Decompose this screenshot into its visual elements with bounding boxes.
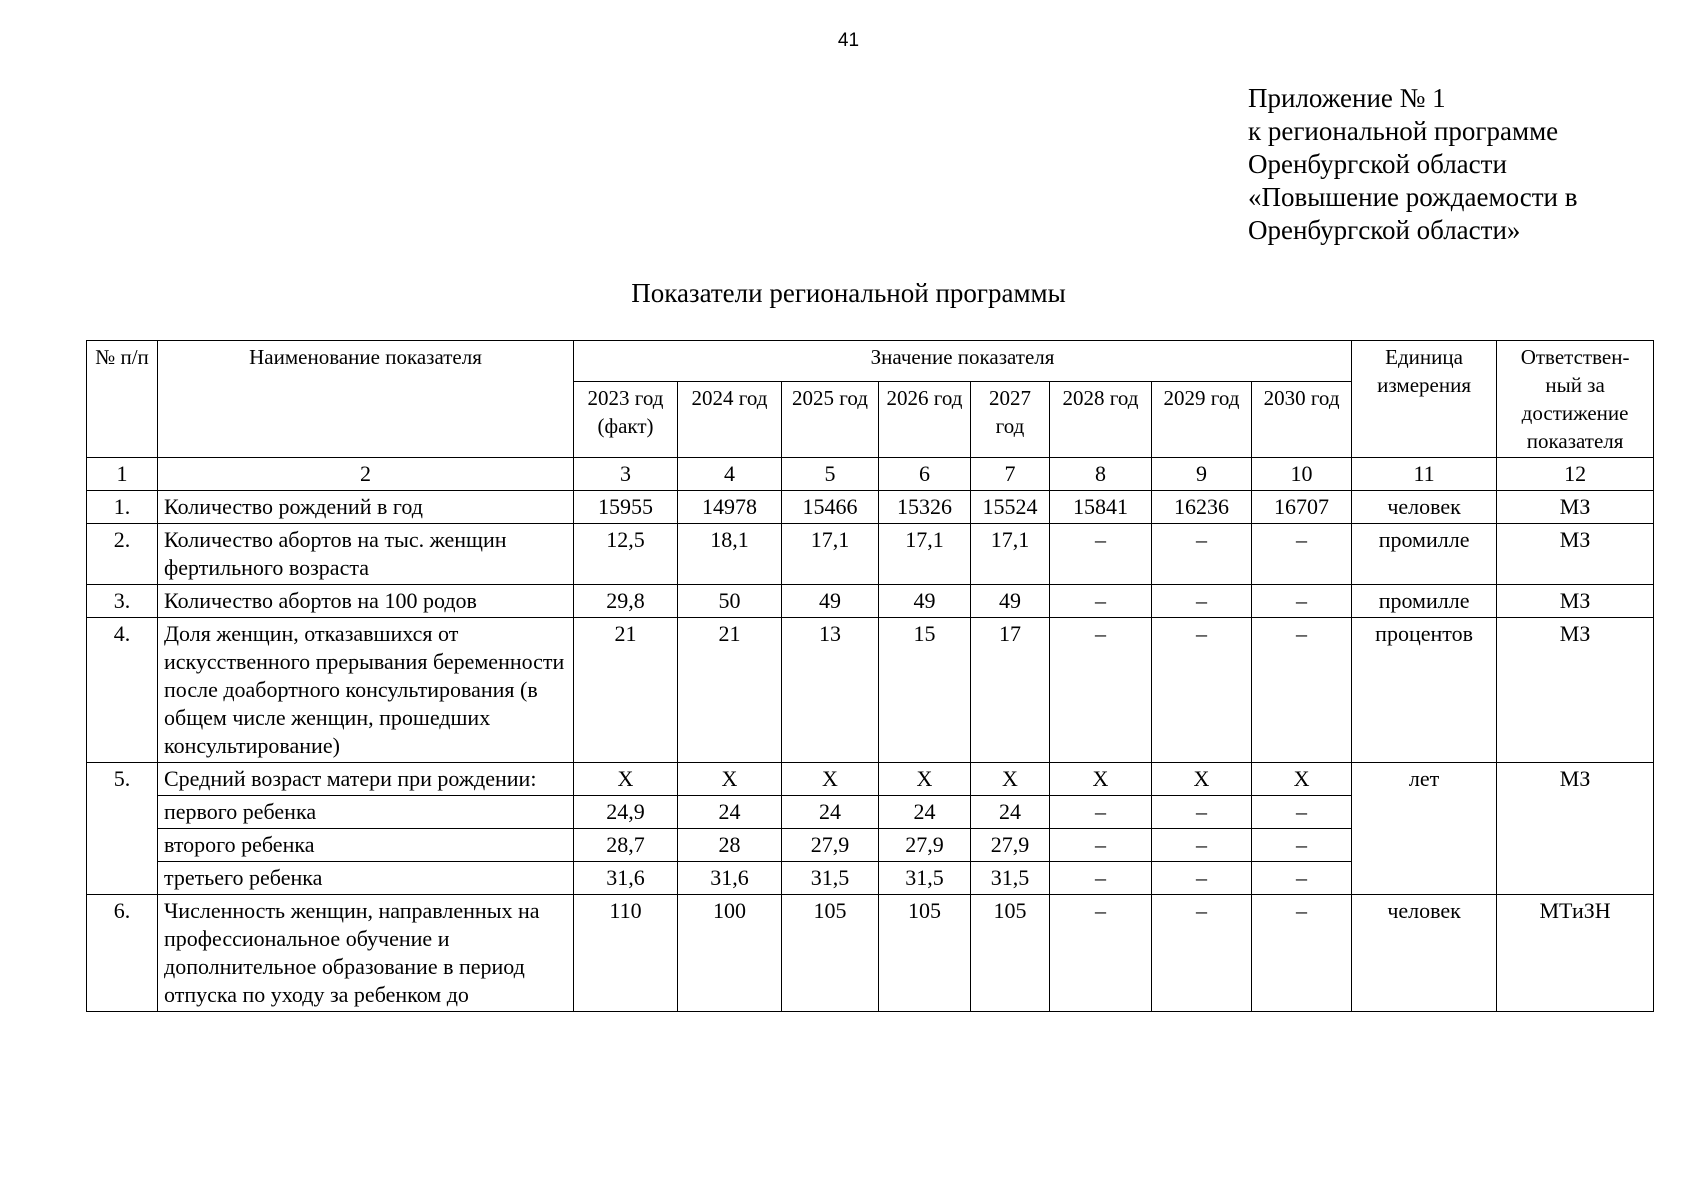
subindicator-name: первого ребенка bbox=[158, 796, 574, 829]
header-value-group: Значение показателя bbox=[574, 341, 1352, 382]
column-number: 11 bbox=[1352, 458, 1497, 491]
indicator-value: 24,9 bbox=[574, 796, 678, 829]
indicator-value: – bbox=[1252, 895, 1352, 1012]
indicator-value: 21 bbox=[678, 618, 782, 763]
table-row bbox=[87, 524, 1654, 585]
indicator-value: X bbox=[1152, 763, 1252, 796]
indicator-value: 24 bbox=[782, 796, 879, 829]
row-number: 3. bbox=[87, 585, 158, 618]
document-title: Показатели региональной программы bbox=[631, 278, 1066, 308]
indicator-value: 28 bbox=[678, 829, 782, 862]
indicator-name: Количество абортов на тыс. женщин фертильного возраста bbox=[158, 524, 574, 585]
indicator-value: – bbox=[1252, 618, 1352, 763]
annex-line: Оренбургской области bbox=[1248, 149, 1507, 179]
column-number: 12 bbox=[1497, 458, 1654, 491]
indicator-value: 17 bbox=[971, 618, 1050, 763]
indicators-table bbox=[86, 340, 1654, 1012]
indicator-value: 31,6 bbox=[574, 862, 678, 895]
indicator-value: 21 bbox=[574, 618, 678, 763]
indicator-value: 13 bbox=[782, 618, 879, 763]
column-number: 6 bbox=[879, 458, 971, 491]
unit-cell: промилле bbox=[1352, 585, 1497, 618]
indicator-value: 28,7 bbox=[574, 829, 678, 862]
unit-cell: промилле bbox=[1352, 524, 1497, 585]
column-number: 9 bbox=[1152, 458, 1252, 491]
indicator-value: 24 bbox=[879, 796, 971, 829]
subindicator-name: третьего ребенка bbox=[158, 862, 574, 895]
indicator-value: 31,5 bbox=[879, 862, 971, 895]
unit-cell: человек bbox=[1352, 491, 1497, 524]
indicator-value: X bbox=[782, 763, 879, 796]
indicator-value: 105 bbox=[782, 895, 879, 1012]
indicator-value: 50 bbox=[678, 585, 782, 618]
indicator-value: – bbox=[1252, 585, 1352, 618]
table-row bbox=[87, 895, 1654, 1012]
indicator-name: Средний возраст матери при рождении: bbox=[158, 763, 574, 796]
unit-cell: процентов bbox=[1352, 618, 1497, 763]
header-year: 2030 год bbox=[1252, 382, 1352, 458]
indicator-value: 15326 bbox=[879, 491, 971, 524]
table-row bbox=[87, 618, 1654, 763]
indicator-value: – bbox=[1252, 862, 1352, 895]
annex-line: Оренбургской области» bbox=[1248, 215, 1521, 245]
indicator-value: 49 bbox=[782, 585, 879, 618]
indicator-value: 15524 bbox=[971, 491, 1050, 524]
indicator-value: 29,8 bbox=[574, 585, 678, 618]
indicator-value: 12,5 bbox=[574, 524, 678, 585]
column-number: 1 bbox=[87, 458, 158, 491]
indicator-value: X bbox=[1050, 763, 1152, 796]
indicator-value: 31,6 bbox=[678, 862, 782, 895]
indicator-value: X bbox=[574, 763, 678, 796]
table-row bbox=[87, 763, 1654, 796]
header-name: Наименование показателя bbox=[158, 341, 574, 458]
header-unit: Единица измерения bbox=[1352, 341, 1497, 458]
indicator-value: 24 bbox=[971, 796, 1050, 829]
indicator-value: 17,1 bbox=[879, 524, 971, 585]
header-row bbox=[87, 341, 1654, 382]
indicator-value: 16236 bbox=[1152, 491, 1252, 524]
header-year: 2023 год (факт) bbox=[574, 382, 678, 458]
column-number: 3 bbox=[574, 458, 678, 491]
indicator-value: 14978 bbox=[678, 491, 782, 524]
indicator-value: – bbox=[1050, 862, 1152, 895]
responsible-cell: МЗ bbox=[1497, 491, 1654, 524]
row-number: 2. bbox=[87, 524, 158, 585]
indicator-value: – bbox=[1152, 618, 1252, 763]
annex-line: «Повышение рождаемости в bbox=[1248, 182, 1578, 212]
header-responsible: Ответствен-ный за достижение показателя bbox=[1497, 341, 1654, 458]
responsible-cell: МТиЗН bbox=[1497, 895, 1654, 1012]
indicator-value: – bbox=[1152, 796, 1252, 829]
header-year: 2028 год bbox=[1050, 382, 1152, 458]
indicator-value: – bbox=[1252, 829, 1352, 862]
indicator-value: X bbox=[879, 763, 971, 796]
header-year: 2025 год bbox=[782, 382, 879, 458]
indicator-value: 49 bbox=[879, 585, 971, 618]
indicator-value: – bbox=[1050, 796, 1152, 829]
indicator-value: X bbox=[971, 763, 1050, 796]
indicator-value: – bbox=[1050, 895, 1152, 1012]
indicator-name: Количество рождений в год bbox=[158, 491, 574, 524]
indicator-value: 15466 bbox=[782, 491, 879, 524]
indicator-value: – bbox=[1152, 585, 1252, 618]
header-year: 2027 год bbox=[971, 382, 1050, 458]
column-number: 2 bbox=[158, 458, 574, 491]
responsible-cell: МЗ bbox=[1497, 618, 1654, 763]
column-number: 10 bbox=[1252, 458, 1352, 491]
column-number: 8 bbox=[1050, 458, 1152, 491]
row-number: 4. bbox=[87, 618, 158, 763]
indicator-value: – bbox=[1050, 829, 1152, 862]
indicator-name: Количество абортов на 100 родов bbox=[158, 585, 574, 618]
responsible-cell: МЗ bbox=[1497, 763, 1654, 895]
table-row bbox=[87, 491, 1654, 524]
indicator-value: X bbox=[1252, 763, 1352, 796]
column-number: 4 bbox=[678, 458, 782, 491]
indicator-value: – bbox=[1252, 796, 1352, 829]
indicator-value: 105 bbox=[971, 895, 1050, 1012]
header-year: 2026 год bbox=[879, 382, 971, 458]
indicator-value: 27,9 bbox=[782, 829, 879, 862]
indicator-value: 31,5 bbox=[971, 862, 1050, 895]
subindicator-name: второго ребенка bbox=[158, 829, 574, 862]
unit-cell: лет bbox=[1352, 763, 1497, 895]
header-year: 2024 год bbox=[678, 382, 782, 458]
indicator-value: 15841 bbox=[1050, 491, 1152, 524]
row-number: 5. bbox=[87, 763, 158, 895]
indicator-value: X bbox=[678, 763, 782, 796]
indicator-name: Численность женщин, направленных на профессиональное обучение и дополнительное образование в период отпуска по уходу за ребенком до bbox=[158, 895, 574, 1012]
column-numbers-row bbox=[87, 458, 1654, 491]
table-row bbox=[87, 585, 1654, 618]
row-number: 6. bbox=[87, 895, 158, 1012]
indicator-value: 18,1 bbox=[678, 524, 782, 585]
column-number: 7 bbox=[971, 458, 1050, 491]
indicator-value: – bbox=[1252, 524, 1352, 585]
indicator-value: 105 bbox=[879, 895, 971, 1012]
responsible-cell: МЗ bbox=[1497, 585, 1654, 618]
column-number: 5 bbox=[782, 458, 879, 491]
indicator-value: – bbox=[1152, 895, 1252, 1012]
indicator-value: 31,5 bbox=[782, 862, 879, 895]
indicator-value: – bbox=[1050, 618, 1152, 763]
indicator-value: – bbox=[1050, 524, 1152, 585]
indicator-value: 15 bbox=[879, 618, 971, 763]
unit-cell: человек bbox=[1352, 895, 1497, 1012]
indicator-value: 24 bbox=[678, 796, 782, 829]
indicator-value: 17,1 bbox=[782, 524, 879, 585]
indicator-value: – bbox=[1152, 829, 1252, 862]
indicator-value: 110 bbox=[574, 895, 678, 1012]
annex-header bbox=[1248, 82, 1577, 247]
indicator-value: – bbox=[1152, 862, 1252, 895]
indicator-value: 49 bbox=[971, 585, 1050, 618]
indicator-name: Доля женщин, отказавшихся от искусственного прерывания беременности после доабортного консультирования (в общем числе женщин, прошедших консультирование) bbox=[158, 618, 574, 763]
indicator-value: 17,1 bbox=[971, 524, 1050, 585]
indicator-value: 27,9 bbox=[971, 829, 1050, 862]
header-year: 2029 год bbox=[1152, 382, 1252, 458]
indicator-value: 16707 bbox=[1252, 491, 1352, 524]
header-no: № п/п bbox=[87, 341, 158, 458]
annex-line: Приложение № 1 bbox=[1248, 83, 1446, 113]
annex-line: к региональной программе bbox=[1248, 116, 1559, 146]
indicator-value: 27,9 bbox=[879, 829, 971, 862]
indicator-value: – bbox=[1050, 585, 1152, 618]
row-number: 1. bbox=[87, 491, 158, 524]
indicator-value: 15955 bbox=[574, 491, 678, 524]
page-number: 41 bbox=[837, 30, 860, 51]
responsible-cell: МЗ bbox=[1497, 524, 1654, 585]
indicator-value: – bbox=[1152, 524, 1252, 585]
indicator-value: 100 bbox=[678, 895, 782, 1012]
